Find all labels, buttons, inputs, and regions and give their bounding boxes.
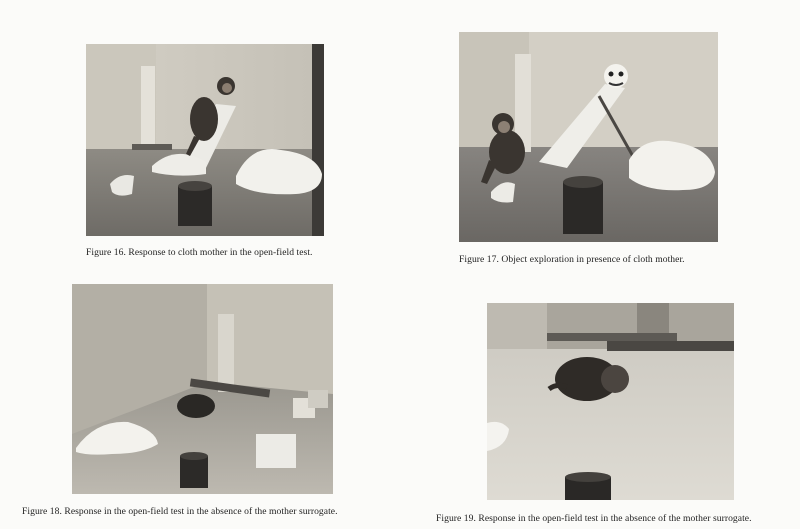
figure-16-photo — [86, 44, 324, 236]
figure-19-caption: Figure 19. Response in the open-field test in the absence of the mother surrogate. — [436, 513, 752, 524]
figure-17-photo — [459, 32, 718, 242]
figure-18-caption: Figure 18. Response in the open-field test in the absence of the mother surrogate. — [22, 506, 338, 517]
figure-16-caption: Figure 16. Response to cloth mother in the open-field test. — [86, 247, 313, 258]
figure-19-photo — [487, 303, 734, 500]
figure-17-caption: Figure 17. Object exploration in presence of cloth mother. — [459, 254, 685, 265]
figure-18-photo — [72, 284, 333, 494]
